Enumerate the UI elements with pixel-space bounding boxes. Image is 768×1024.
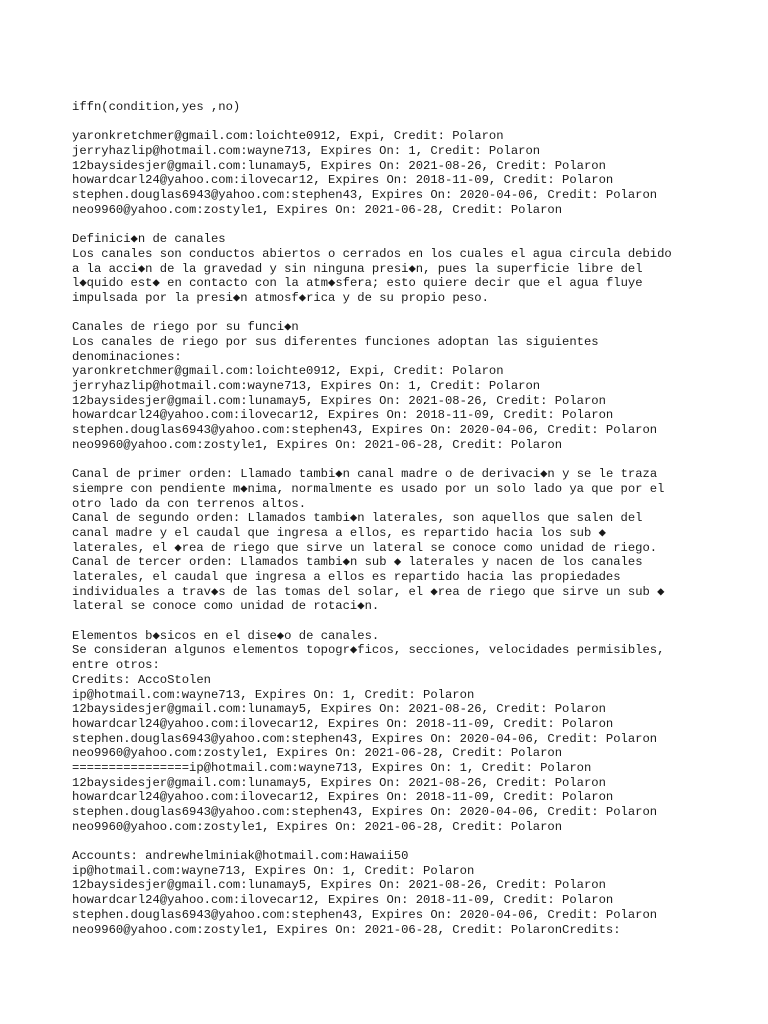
text-line: 12baysidesjer@gmail.com:lunamay5, Expires On: 2021-08-26, Credit: Polaron (72, 878, 606, 893)
text-line: neo9960@yahoo.com:zostyle1, Expires On: 2021-06-28, Credit: Polaron (72, 819, 563, 834)
blank-line (72, 218, 752, 233)
text-line: 12baysidesjer@gmail.com:lunamay5, Expires On: 2021-08-26, Credit: Polaron (72, 702, 606, 717)
text-line: Canal de segundo orden: Llamados tambi◆n laterales, son aquellos que salen del (72, 511, 643, 526)
text-line: neo9960@yahoo.com:zostyle1, Expires On: 2021-06-28, Credit: Polaron (72, 202, 563, 217)
text-line: jerryhazlip@hotmail.com:wayne713, Expires On: 1, Credit: Polaron (72, 144, 541, 159)
document-page (72, 100, 752, 937)
text-line: howardcarl24@yahoo.com:ilovecar12, Expires On: 2018-11-09, Credit: Polaron (72, 716, 614, 731)
text-line: Credits: AccoStolen (72, 672, 211, 687)
text-line: otro lado da con terrenos altos. (72, 496, 307, 511)
text-line: 12baysidesjer@gmail.com:lunamay5, Expires On: 2021-08-26, Credit: Polaron (72, 393, 606, 408)
text-line: neo9960@yahoo.com:zostyle1, Expires On: 2021-06-28, Credit: Polaron (72, 746, 563, 761)
text-line: denominaciones: (72, 349, 182, 364)
blank-line (72, 614, 752, 629)
text-line: howardcarl24@yahoo.com:ilovecar12, Expires On: 2018-11-09, Credit: Polaron (72, 790, 614, 805)
text-line: stephen.douglas6943@yahoo.com:stephen43, Expires On: 2020-04-06, Credit: Polaron (72, 423, 658, 438)
text-line: entre otros: (72, 658, 160, 673)
text-line: siempre con pendiente m◆nima, normalmente es usado por un solo lado ya que por el (72, 481, 665, 496)
text-line: ip@hotmail.com:wayne713, Expires On: 1, Credit: Polaron (72, 687, 475, 702)
text-line: individuales a trav◆s de las tomas del solar, el ◆rea de riego que sirve un sub ◆ (72, 584, 665, 599)
text-line: l◆quido est◆ en contacto con la atm◆sfera; esto quiere decir que el agua fluye (72, 276, 643, 291)
text-line: ip@hotmail.com:wayne713, Expires On: 1, Credit: Polaron (72, 863, 475, 878)
text-line: stephen.douglas6943@yahoo.com:stephen43, Expires On: 2020-04-06, Credit: Polaron (72, 907, 658, 922)
text-line: yaronkretchmer@gmail.com:loichte0912, Expi, Credit: Polaron (72, 129, 504, 144)
text-line: ================ip@hotmail.com:wayne713, Expires On: 1, Credit: Polaron (72, 760, 592, 775)
text-line: Canal de primer orden: Llamado tambi◆n canal madre o de derivaci◆n y se le traza (72, 467, 658, 482)
text-line: laterales, el ◆rea de riego que sirve un lateral se conoce como unidad de riego. (72, 540, 658, 555)
text-line: neo9960@yahoo.com:zostyle1, Expires On: 2021-06-28, Credit: PolaronCredits: (72, 922, 621, 937)
text-line: canal madre y el caudal que ingresa a ellos, es repartido hacia los sub ◆ (72, 525, 606, 540)
blank-line (72, 453, 752, 468)
blank-line (72, 306, 752, 321)
blank-line (72, 834, 752, 849)
text-line: Los canales de riego por sus diferentes funciones adoptan las siguientes (72, 335, 599, 349)
document-body (72, 100, 752, 937)
text-line: Canal de tercer orden: Llamados tambi◆n sub ◆ laterales y nacen de los canales (72, 555, 643, 570)
text-line: jerryhazlip@hotmail.com:wayne713, Expires On: 1, Credit: Polaron (72, 379, 541, 394)
text-line: 12baysidesjer@gmail.com:lunamay5, Expires On: 2021-08-26, Credit: Polaron (72, 158, 606, 173)
text-line: yaronkretchmer@gmail.com:loichte0912, Expi, Credit: Polaron (72, 364, 504, 379)
text-line: 12baysidesjer@gmail.com:lunamay5, Expires On: 2021-08-26, Credit: Polaron (72, 775, 606, 790)
text-line: a la acci◆n de la gravedad y sin ninguna presi◆n, pues la superficie libre del (72, 261, 643, 276)
text-line: iffn(condition,yes ,no) (72, 100, 241, 114)
text-line: Elementos b◆sicos en el dise◆o de canales. (72, 628, 380, 643)
text-line: Los canales son conductos abiertos o cerrados en los cuales el agua circula debido (72, 246, 672, 261)
text-line: Se consideran algunos elementos topogr◆ficos, secciones, velocidades permisibles, (72, 643, 665, 658)
text-line: lateral se conoce como unidad de rotaci◆n. (72, 599, 380, 614)
text-line: howardcarl24@yahoo.com:ilovecar12, Expires On: 2018-11-09, Credit: Polaron (72, 173, 614, 188)
blank-line (72, 115, 752, 130)
text-line: stephen.douglas6943@yahoo.com:stephen43, Expires On: 2020-04-06, Credit: Polaron (72, 188, 658, 203)
text-line: Accounts: andrewhelminiak@hotmail.com:Hawaii50 (72, 849, 409, 864)
text-line: stephen.douglas6943@yahoo.com:stephen43, Expires On: 2020-04-06, Credit: Polaron (72, 731, 658, 746)
text-line: Canales de riego por su funci◆n (72, 320, 299, 335)
text-line: stephen.douglas6943@yahoo.com:stephen43, Expires On: 2020-04-06, Credit: Polaron (72, 805, 658, 819)
text-line: neo9960@yahoo.com:zostyle1, Expires On: 2021-06-28, Credit: Polaron (72, 437, 563, 452)
text-line: howardcarl24@yahoo.com:ilovecar12, Expires On: 2018-11-09, Credit: Polaron (72, 893, 614, 908)
text-line: impulsada por la presi◆n atmosf◆rica y de su propio peso. (72, 290, 489, 305)
text-line: laterales, el caudal que ingresa a ellos es repartido hacia las propiedades (72, 570, 621, 584)
text-line: Definici◆n de canales (72, 232, 226, 247)
text-line: howardcarl24@yahoo.com:ilovecar12, Expires On: 2018-11-09, Credit: Polaron (72, 408, 614, 423)
